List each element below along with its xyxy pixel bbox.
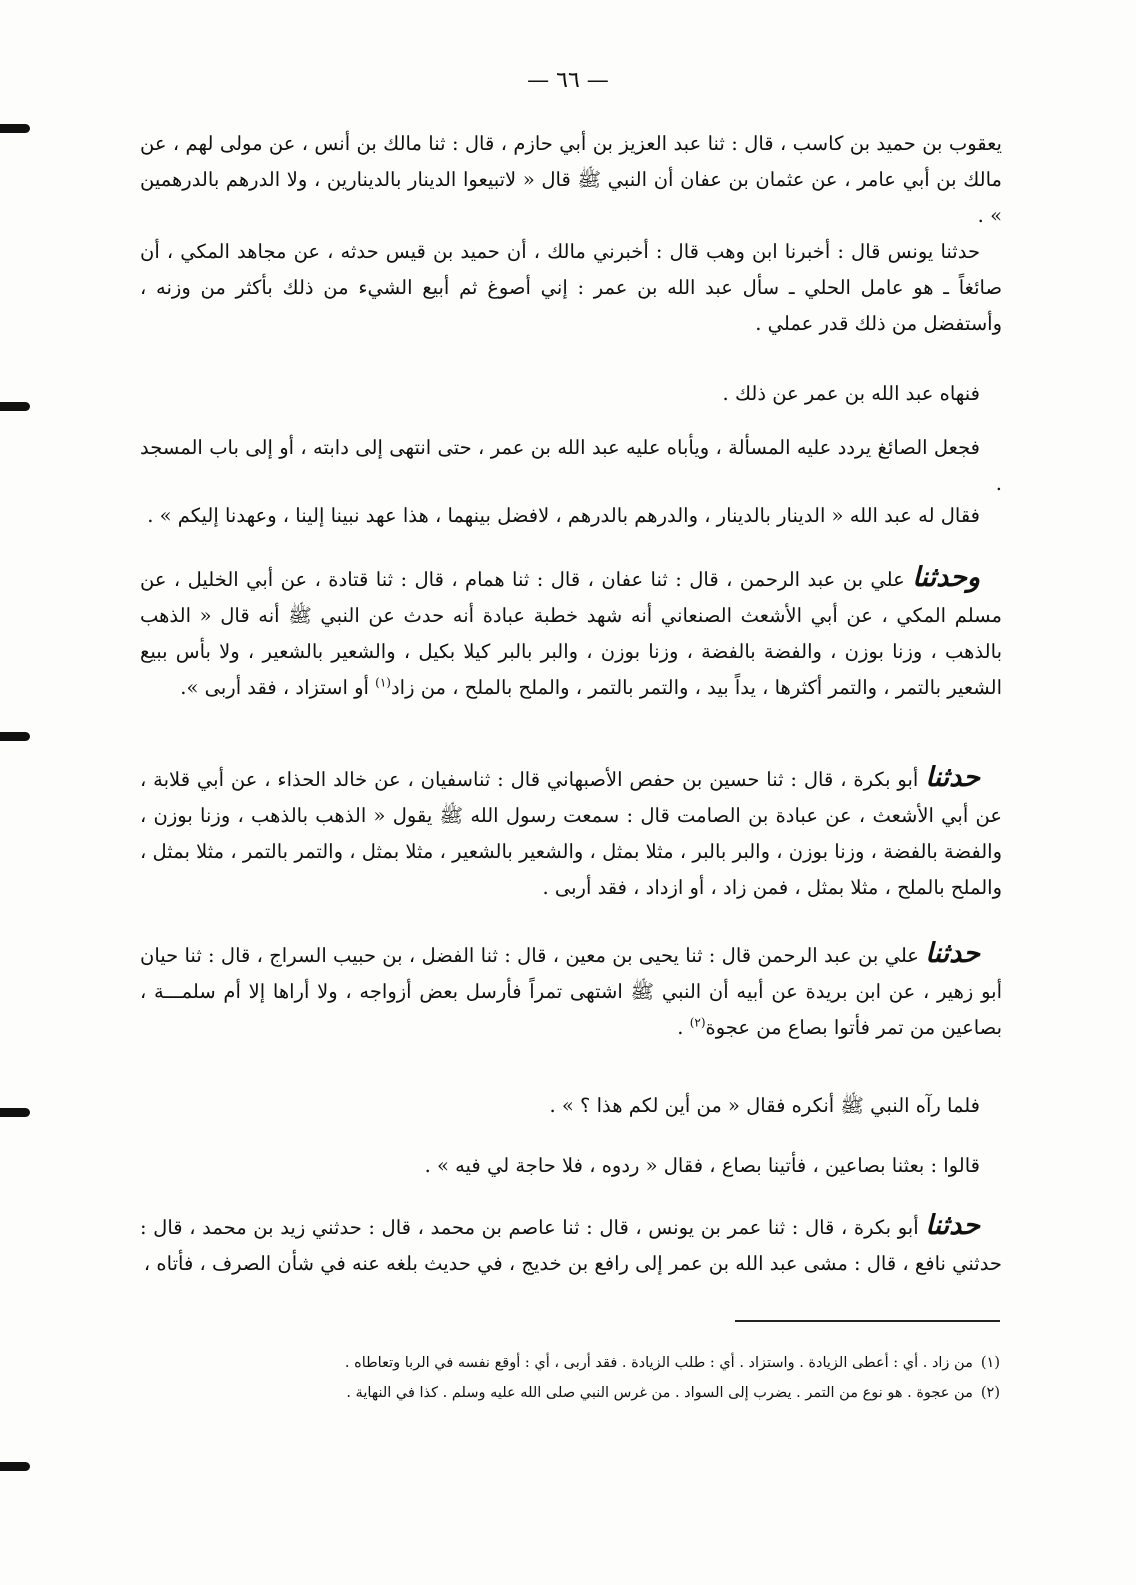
- hadith-paragraph: [140, 760, 1002, 906]
- paragraph-text: حدثنا يونس قال : أخبرنا ابن وهب قال : أخبرني مالك ، أن حميد بن قيس حدثه ، عن مجاهد المكي ، أن صائغاً ـ هو عامل الحلي ـ سأل عبد الله بن عمر : إني أصوغ ثم أبيع الشيء من ذلك بأكثر من وزنه ، وأستفضل من ذلك قدر عملي .: [140, 240, 1003, 335]
- paragraph: [140, 498, 1002, 534]
- paragraph-text: فجعل الصائغ يردد عليه المسألة ، ويأباه عليه عبد الله بن عمر ، حتى انتهى إلى دابته ، أو إلى باب المسجد .: [140, 436, 1002, 495]
- scan-edge-mark: [0, 1462, 30, 1471]
- paragraph: [140, 234, 1002, 342]
- paragraph: [140, 430, 1002, 502]
- paragraph: [140, 1148, 1002, 1184]
- paragraph-text: يعقوب بن حميد بن كاسب ، قال : ثنا عبد العزيز بن أبي حازم ، قال : ثنا مالك بن أنس ، عن مولى لهم ، عن مالك بن أبي عامر ، عن عثمان بن عفان أن النبي ﷺ قال « لاتبيعوا الدينار بالدينارين ، ولا الدرهم بالدرهمين » .: [140, 132, 1002, 227]
- paragraph: [140, 376, 1002, 412]
- scan-edge-mark: [0, 402, 30, 411]
- scan-edge-mark: [0, 732, 30, 741]
- footnote-reference: (٢): [689, 1015, 706, 1030]
- footnote-reference: (١): [375, 675, 391, 690]
- hadith-paragraph: [140, 1208, 1002, 1282]
- hadith-lead-word: وحدثنا: [912, 562, 980, 593]
- paragraph-text: أبو بكرة ، قال : ثنا حسين بن حفص الأصبهاني قال : ثناسفيان ، عن خالد الحذاء ، عن أبي قلابة ، عن أبي الأشعث ، عن عبادة بن الصامت قال : سمعت رسول الله ﷺ يقول « الذهب بالذهب ، وزنا بوزن ، والفضة بالفضة ، وزنا بوزن ، والبر بالبر ، مثلا بمثل ، والشعير بالشعير ، مثلا بمثل ، والتمر بالتمر ، مثلا بمثل ، والملح بالملح ، مثلا بمثل ، فمن زاد ، أو ازداد ، فقد أربى .: [140, 768, 1002, 899]
- paragraph: [140, 1088, 1002, 1124]
- footnote-marker: (٢): [980, 1385, 1000, 1401]
- paragraph: [140, 126, 1002, 234]
- paragraph-text-continued: .: [677, 1016, 690, 1039]
- paragraph-text: فلما رآه النبي ﷺ أنكره فقال « من أين لكم هذا ؟ » .: [549, 1094, 980, 1117]
- paragraph-text: علي بن عبد الرحمن قال : ثنا يحيى بن معين ، قال : ثنا الفضل ، بن حبيب السراج ، قال : ثنا حيان أبو زهير ، عن ابن بريدة عن أبيه أن النبي ﷺ اشتهى تمراً فأرسل بعض أزواجه ، ولا أراها إلا أم سلمـــة ، بصاعين من تمر فأتوا بصاع من عجوة: [140, 944, 1002, 1039]
- footnote-marker: (١): [980, 1355, 1000, 1371]
- footnote: [160, 1348, 1000, 1378]
- paragraph-text: أبو بكرة ، قال : ثنا عمر بن يونس ، قال : ثنا عاصم بن محمد ، قال : حدثني زيد بن محمد ، قال : حدثني نافع ، قال : مشى عبد الله بن عمر إلى رافع بن خديج ، في حديث بلغه عنه في شأن الصرف ، فأتاه ،: [140, 1216, 1002, 1275]
- hadith-paragraph: [140, 936, 1002, 1046]
- paragraph-text: قالوا : بعثنا بصاعين ، فأتينا بصاع ، فقال « ردوه ، فلا حاجة لي فيه » .: [424, 1154, 980, 1177]
- footnote: [160, 1378, 1000, 1408]
- hadith-lead-word: حدثنا: [925, 938, 980, 969]
- page-number: — ٦٦ —: [527, 68, 609, 93]
- hadith-lead-word: حدثنا: [925, 762, 980, 793]
- paragraph-text: فقال له عبد الله « الدينار بالدينار ، والدرهم بالدرهم ، لافضل بينهما ، هذا عهد نبينا إلينا ، وعهدنا إليكم » .: [147, 504, 980, 527]
- footnote-divider: [735, 1320, 1000, 1322]
- scan-edge-mark: [0, 1108, 30, 1117]
- footnote-text: من زاد . أي : أعطى الزيادة . واستزاد . أي : طلب الزيادة . فقد أربى ، أي : أوقع نفسه في الربا وتعاطاه .: [344, 1355, 973, 1371]
- footnotes: [160, 1348, 1000, 1408]
- hadith-lead-word: حدثنا: [925, 1210, 980, 1241]
- paragraph-text: علي بن عبد الرحمن ، قال : ثنا عفان ، قال : ثنا همام ، قال : ثنا قتادة ، عن أبي الخليل ، عن مسلم المكي ، عن أبي الأشعث الصنعاني أنه شهد خطبة عبادة أنه حدث عن النبي ﷺ أنه قال « الذهب بالذهب ، وزنا بوزن ، والفضة بالفضة ، وزنا بوزن ، والبر بالبر كيلا بكيل ، والشعير بالشعير ، ولا بأس ببيع الشعير بالتمر ، والتمر أكثرها ، يداً بيد ، والتمر بالتمر ، والملح بالملح ، من زاد: [140, 568, 1002, 699]
- footnote-text: من عجوة . هو نوع من التمر . يضرب إلى السواد . من غرس النبي صلى الله عليه وسلم . كذا في النهاية .: [346, 1385, 973, 1401]
- hadith-paragraph: [140, 560, 1002, 706]
- paragraph-text: فنهاه عبد الله بن عمر عن ذلك .: [722, 382, 980, 405]
- scan-edge-mark: [0, 124, 30, 133]
- paragraph-text-continued: أو استزاد ، فقد أربى ».: [180, 676, 376, 699]
